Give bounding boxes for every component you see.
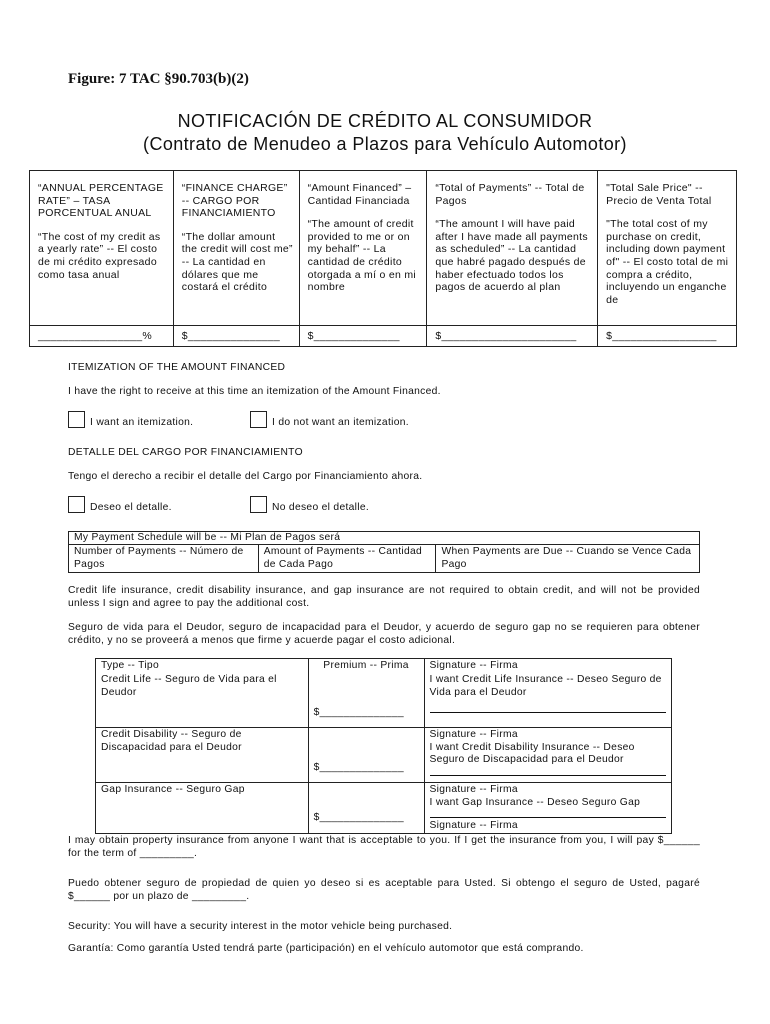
detalle-heading: DETALLE DEL CARGO POR FINANCIAMIENTO (68, 447, 303, 458)
insurance-notice-en: Credit life insurance, credit disability insurance, and gap insurance are not required to obtain credit, and will not be provided unless I sign and agree to pay the additional cost. (68, 585, 700, 609)
amount-financed-field[interactable]: $______________ (299, 326, 427, 347)
ins-sig-label-credit-disability: Signature -- Firma (429, 784, 518, 796)
ins-header-type: Type -- Tipo (96, 659, 309, 674)
payment-schedule-table (68, 531, 700, 573)
page-title: NOTIFICACIÓN DE CRÉDITO AL CONSUMIDOR (177, 111, 593, 131)
itemization-heading: ITEMIZATION OF THE AMOUNT FINANCED (68, 362, 286, 373)
ins-row-gap (96, 783, 672, 833)
itemization-yes-option[interactable] (68, 411, 193, 428)
ins-row-credit-disability (96, 728, 672, 783)
ins-type-gap: Gap Insurance -- Seguro Gap (96, 783, 309, 833)
apr-heading: “ANNUAL PERCENTAGE RATE” – TASA PORCENTUAL ANUAL (38, 182, 164, 220)
ins-sign-gap[interactable] (424, 783, 671, 833)
disclosure-row (30, 171, 737, 326)
page-subtitle: (Contrato de Menudeo a Plazos para Vehículo Automotor) (143, 134, 627, 154)
detalle-text: Tengo el derecho a recibir el detalle del Cargo por Financiamiento ahora. (68, 471, 423, 482)
ins-type-credit-life: Credit Life -- Seguro de Vida para el Deudor (96, 673, 309, 728)
amount-financed-cell (299, 171, 427, 326)
itemization-text: I have the right to receive at this time an itemization of the Amount Financed. (68, 386, 441, 397)
ins-want-credit-disability: I want Credit Disability Insurance -- Deseo Seguro de Discapacidad para el Deudor (429, 741, 635, 766)
ins-premium-credit-life[interactable]: $______________ (308, 673, 424, 728)
ins-header-signature: Signature -- Firma (424, 659, 671, 674)
ins-header-premium: Premium -- Prima (308, 659, 424, 674)
schedule-col-amount: Amount of Payments -- Cantidad de Cada Pago (258, 545, 436, 573)
ins-want-gap: I want Gap Insurance -- Deseo Seguro Gap (429, 796, 641, 808)
security-es: Garantía: Como garantía Usted tendrá parte (participación) en el vehículo automotor que está comprando. (68, 943, 584, 954)
itemization-no-label: I do not want an itemization. (272, 417, 409, 428)
ins-sig-label-credit-life: Signature -- Firma (429, 729, 518, 741)
amount-financed-heading: “Amount Financed” – Cantidad Financiada (307, 182, 412, 207)
ins-sigline-gap[interactable] (430, 809, 666, 818)
detalle-no-label: No deseo el detalle. (272, 502, 370, 513)
detalle-yes-option[interactable] (68, 496, 172, 513)
insurance-notice-es: Seguro de vida para el Deudor, seguro de incapacidad para el Deudor, y acuerdo de seguro gap no se requieren para obtener crédito, y no se proveerá a menos que firme y acuerde pagar el costo adicional. (68, 622, 700, 646)
ins-premium-credit-disability[interactable]: $______________ (308, 728, 424, 783)
disclosure-table (29, 170, 737, 347)
total-payments-field[interactable]: $______________________ (427, 326, 598, 347)
detalle-no-option[interactable] (250, 496, 369, 513)
finance-charge-field[interactable]: $_______________ (173, 326, 299, 347)
ins-sigline-credit-life[interactable] (430, 699, 666, 713)
amount-financed-description: “The amount of credit provided to me or on my behalf” -- La cantidad de crédito otorgada a mí o en mi nombre (307, 218, 417, 294)
finance-charge-heading: “FINANCE CHARGE” -- CARGO POR FINANCIAMIENTO (181, 182, 288, 220)
ins-sign-credit-life[interactable] (424, 673, 671, 728)
ins-sigline-credit-disability[interactable] (430, 767, 666, 776)
property-insurance-en: I may obtain property insurance from anyone I want that is acceptable to you. If I get the insurance from you, I will pay $______ for the term of _________. (68, 835, 700, 859)
total-sale-price-field[interactable]: $_________________ (598, 326, 737, 347)
total-payments-heading: “Total of Payments” -- Total de Pagos (435, 182, 585, 207)
total-sale-price-heading: "Total Sale Price" -- Precio de Venta Total (606, 182, 712, 207)
ins-want-credit-life: I want Credit Life Insurance -- Deseo Seguro de Vida para el Deudor (429, 674, 662, 698)
schedule-col-due: When Payments are Due -- Cuando se Vence Cada Pago (436, 545, 700, 573)
ins-type-credit-disability: Credit Disability -- Seguro de Discapacidad para el Deudor (96, 728, 309, 783)
detalle-no-checkbox[interactable] (250, 496, 267, 513)
detalle-yes-checkbox[interactable] (68, 496, 85, 513)
itemization-no-option[interactable] (250, 411, 409, 428)
total-sale-price-cell (598, 171, 737, 326)
disclosure-amount-row (30, 326, 737, 347)
ins-row-credit-life (96, 673, 672, 728)
ins-premium-gap[interactable]: $______________ (308, 783, 424, 833)
security-en: Security: You will have a security interest in the motor vehicle being purchased. (68, 921, 453, 932)
total-payments-description: “The amount I will have paid after I have made all payments as scheduled” -- La cantidad que habré pagado después de haber efectuado todos los pagos de acuerdo al plan (435, 218, 588, 294)
detalle-yes-label: Deseo el detalle. (90, 502, 172, 513)
total-payments-cell (427, 171, 598, 326)
itemization-yes-label: I want an itemization. (90, 417, 194, 428)
finance-charge-cell (173, 171, 299, 326)
apr-field[interactable]: _________________% (30, 326, 174, 347)
itemization-yes-checkbox[interactable] (68, 411, 85, 428)
apr-description: “The cost of my credit as a yearly rate” -- El costo de mi crédito expresado como tasa anual (38, 230, 161, 281)
schedule-col-number: Number of Payments -- Número de Pagos (69, 545, 259, 573)
apr-cell (30, 171, 174, 326)
finance-charge-description: “The dollar amount the credit will cost me” -- La cantidad en dólares que me costará el crédito (181, 230, 293, 294)
total-sale-price-description: "The total cost of my purchase on credit, including down payment of" -- El costo total de mi compra a crédito, incluyendo un enganche de (606, 218, 729, 306)
ins-sign-credit-disability[interactable] (424, 728, 671, 783)
schedule-header: My Payment Schedule will be -- Mi Plan de Pagos será (69, 532, 700, 545)
figure-label: Figure: 7 TAC §90.703(b)(2) (68, 71, 249, 87)
ins-sig-label-gap: Signature -- Firma (429, 820, 518, 832)
itemization-no-checkbox[interactable] (250, 411, 267, 428)
insurance-table (95, 658, 672, 834)
property-insurance-es: Puedo obtener seguro de propiedad de quien yo deseo si es aceptable para Usted. Si obtengo el seguro de Usted, pagaré $______ por un plazo de _________. (68, 878, 700, 902)
